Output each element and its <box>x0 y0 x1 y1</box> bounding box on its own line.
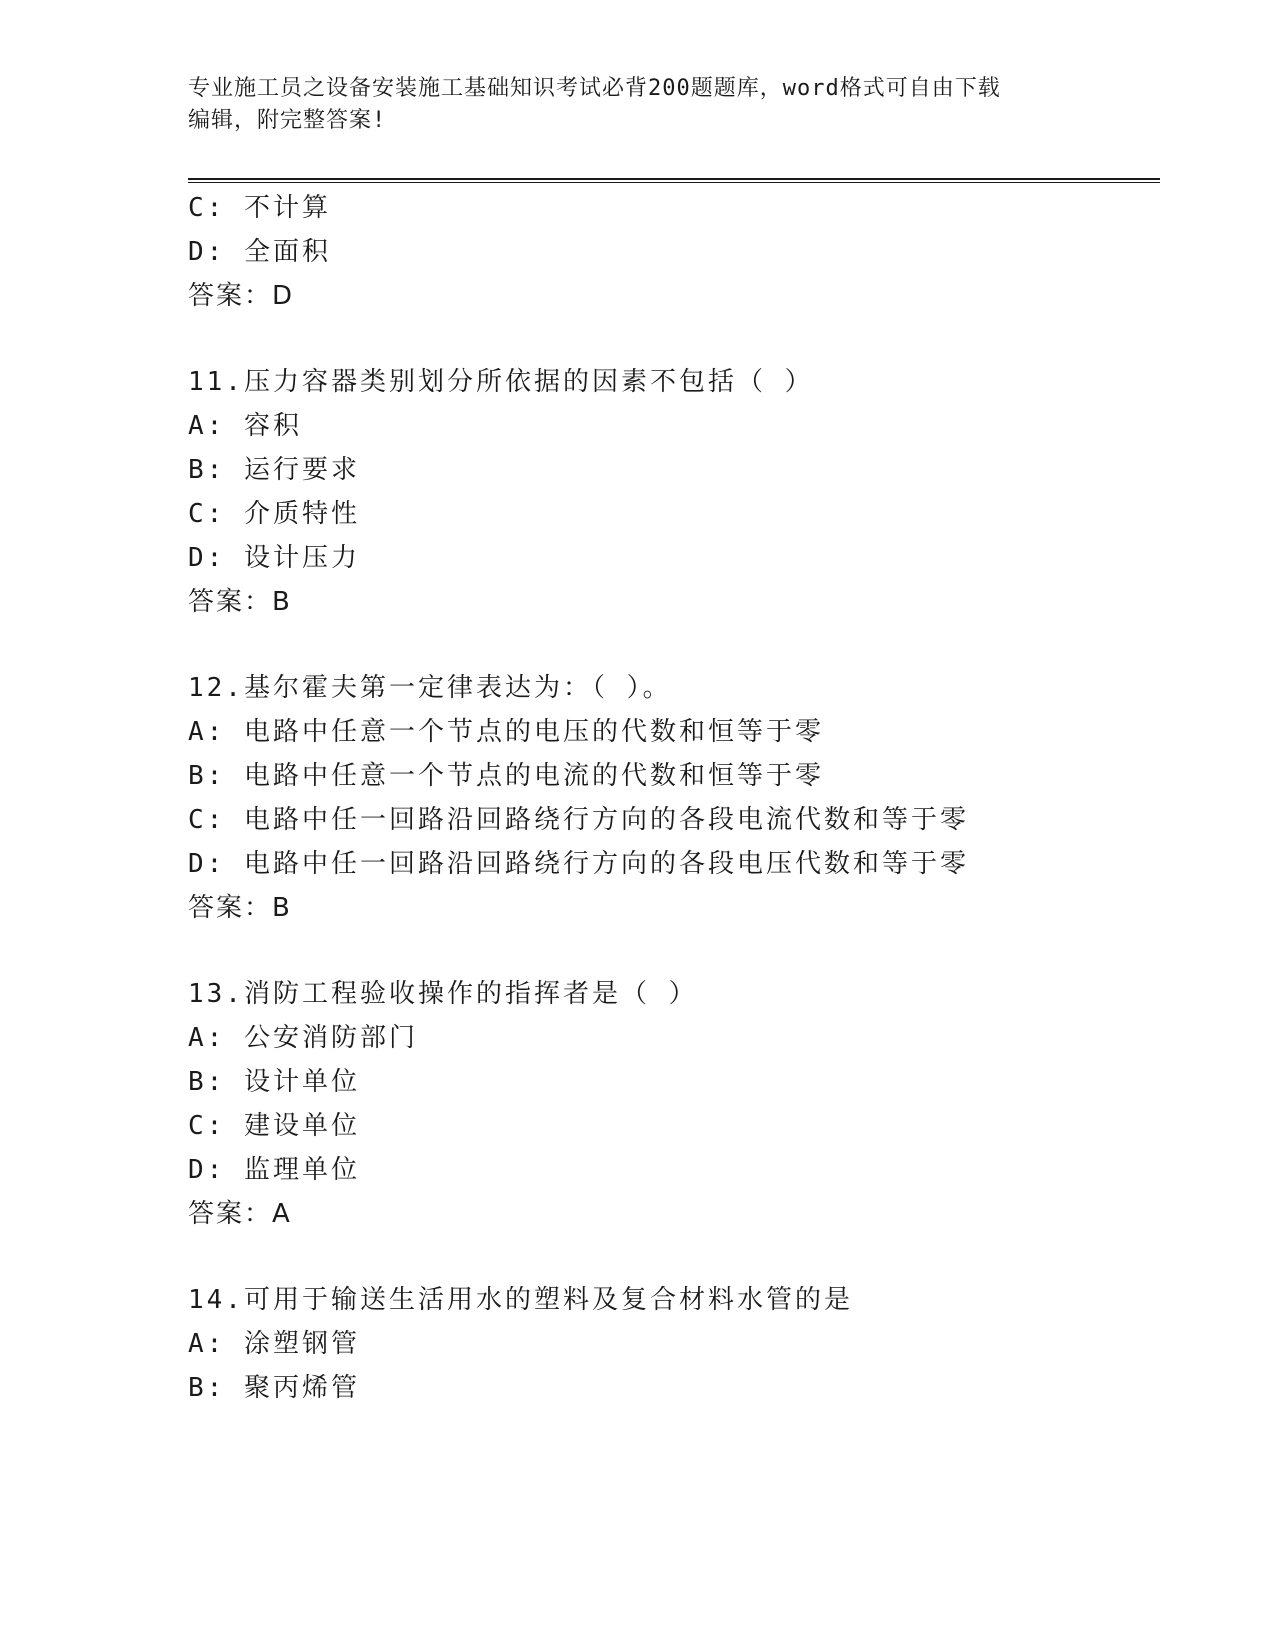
question-11-option-b: B: 运行要求 <box>188 455 360 485</box>
question-13-option-a: A: 公安消防部门 <box>188 1023 418 1053</box>
question-14-option-b: B: 聚丙烯管 <box>188 1373 360 1403</box>
header-divider <box>188 178 1160 180</box>
question-13-answer: 答案：A <box>188 1199 292 1229</box>
header-title-line-1: 专业施工员之设备安装施工基础知识考试必背200题题库，word格式可自由下载 <box>188 76 1001 101</box>
question-13-option-b: B: 设计单位 <box>188 1067 360 1097</box>
question-12-option-c: C: 电路中任一回路沿回路绕行方向的各段电流代数和等于零 <box>188 805 969 835</box>
question-13-option-d: D: 监理单位 <box>188 1155 360 1185</box>
question-13-stem: 13.消防工程验收操作的指挥者是（ ） <box>188 979 698 1009</box>
question-12-option-d: D: 电路中任一回路沿回路绕行方向的各段电压代数和等于零 <box>188 849 969 879</box>
question-11-stem: 11.压力容器类别划分所依据的因素不包括（ ） <box>188 367 814 397</box>
question-12-stem: 12.基尔霍夫第一定律表达为：（ ）。 <box>188 673 672 703</box>
question-11-answer: 答案：B <box>188 587 292 617</box>
question-11-option-d: D: 设计压力 <box>188 543 360 573</box>
header-divider-thin <box>188 182 1160 183</box>
question-11-option-a: A: 容积 <box>188 411 302 441</box>
question-12-answer: 答案：B <box>188 893 292 923</box>
answer-prev: 答案：D <box>188 281 295 311</box>
question-14-option-a: A: 涂塑钢管 <box>188 1329 360 1359</box>
document-header <box>188 73 1068 137</box>
header-title-line-2: 编辑，附完整答案! <box>188 108 387 133</box>
option-d-prev: D: 全面积 <box>188 237 331 267</box>
question-12-option-a: A: 电路中任意一个节点的电压的代数和恒等于零 <box>188 717 824 747</box>
question-12-option-b: B: 电路中任意一个节点的电流的代数和恒等于零 <box>188 761 824 791</box>
question-13-option-c: C: 建设单位 <box>188 1111 360 1141</box>
question-14-stem: 14.可用于输送生活用水的塑料及复合材料水管的是 <box>188 1285 853 1315</box>
option-c-prev: C: 不计算 <box>188 193 331 223</box>
question-11-option-c: C: 介质特性 <box>188 499 360 529</box>
